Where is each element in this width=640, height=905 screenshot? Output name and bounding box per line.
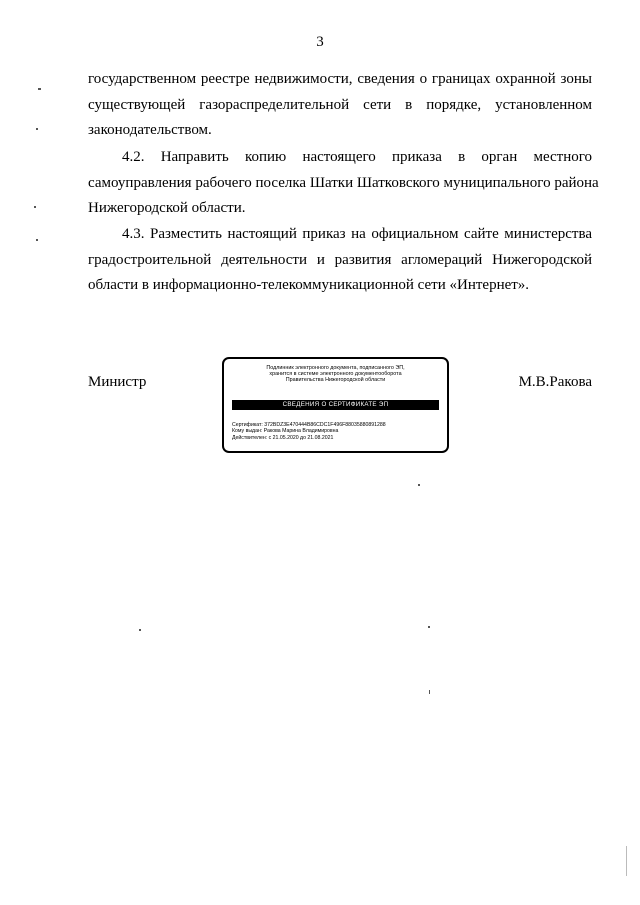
scan-speck (38, 88, 41, 90)
paragraph-3-line-1: 4.3. Разместить настоящий приказ на официальном сайте министерства (122, 226, 592, 242)
stamp-header-line-2: хранится в системе электронного документооборота (269, 371, 402, 378)
paragraph-2-line-2: самоуправления рабочего поселка Шатки Шатковского муниципального района (88, 174, 599, 191)
scan-speck (418, 484, 420, 486)
scan-speck (36, 128, 38, 130)
signatory-title: Министр (88, 374, 147, 390)
electronic-signature-stamp (222, 357, 449, 453)
scan-speck (428, 626, 430, 628)
paragraph-3 (88, 222, 592, 299)
paragraph-2-line-3: Нижегородской области. (88, 200, 246, 216)
paragraph-1-line-3: законодательством. (88, 122, 212, 138)
scan-speck (429, 690, 430, 694)
paragraph-1-line-1: государственном реестре недвижимости, сведения о границах охранной зоны (88, 71, 592, 87)
scan-speck (139, 629, 141, 631)
page-number: 3 (316, 34, 324, 50)
paragraph-2 (88, 145, 599, 222)
scan-speck (626, 846, 627, 876)
signatory-name: М.В.Ракова (518, 374, 592, 390)
scan-speck (34, 206, 36, 208)
scan-speck (36, 239, 38, 241)
paragraph-2-line-1: 4.2. Направить копию настоящего приказа в орган местного (122, 149, 592, 165)
stamp-validity: Действителен: с 21.05.2020 до 21.08.2021 (232, 434, 334, 441)
stamp-header-line-1: Подлинник электронного документа, подписанного ЭП, (266, 365, 405, 371)
paragraph-1 (88, 67, 592, 144)
stamp-issued-to: Кому выдан: Ракова Марина Владимировна (232, 428, 339, 435)
stamp-header (224, 365, 447, 384)
paragraph-1-line-2: существующей газораспределительной сети в порядке, установленном (88, 96, 592, 113)
stamp-certificate-number: Сертификат: 372BDZ3E470444B86CDC1F496F88035880891288 (232, 422, 386, 428)
stamp-details (232, 422, 386, 441)
paragraph-3-line-2: градостроительной деятельности и развития агломераций Нижегородской (88, 251, 592, 268)
stamp-certificate-bar: СВЕДЕНИЯ О СЕРТИФИКАТЕ ЭП (232, 400, 439, 410)
paragraph-3-line-3: области в информационно-телекоммуникационной сети «Интернет». (88, 277, 530, 293)
stamp-header-line-3: Правительства Нижегородской области (285, 377, 386, 384)
